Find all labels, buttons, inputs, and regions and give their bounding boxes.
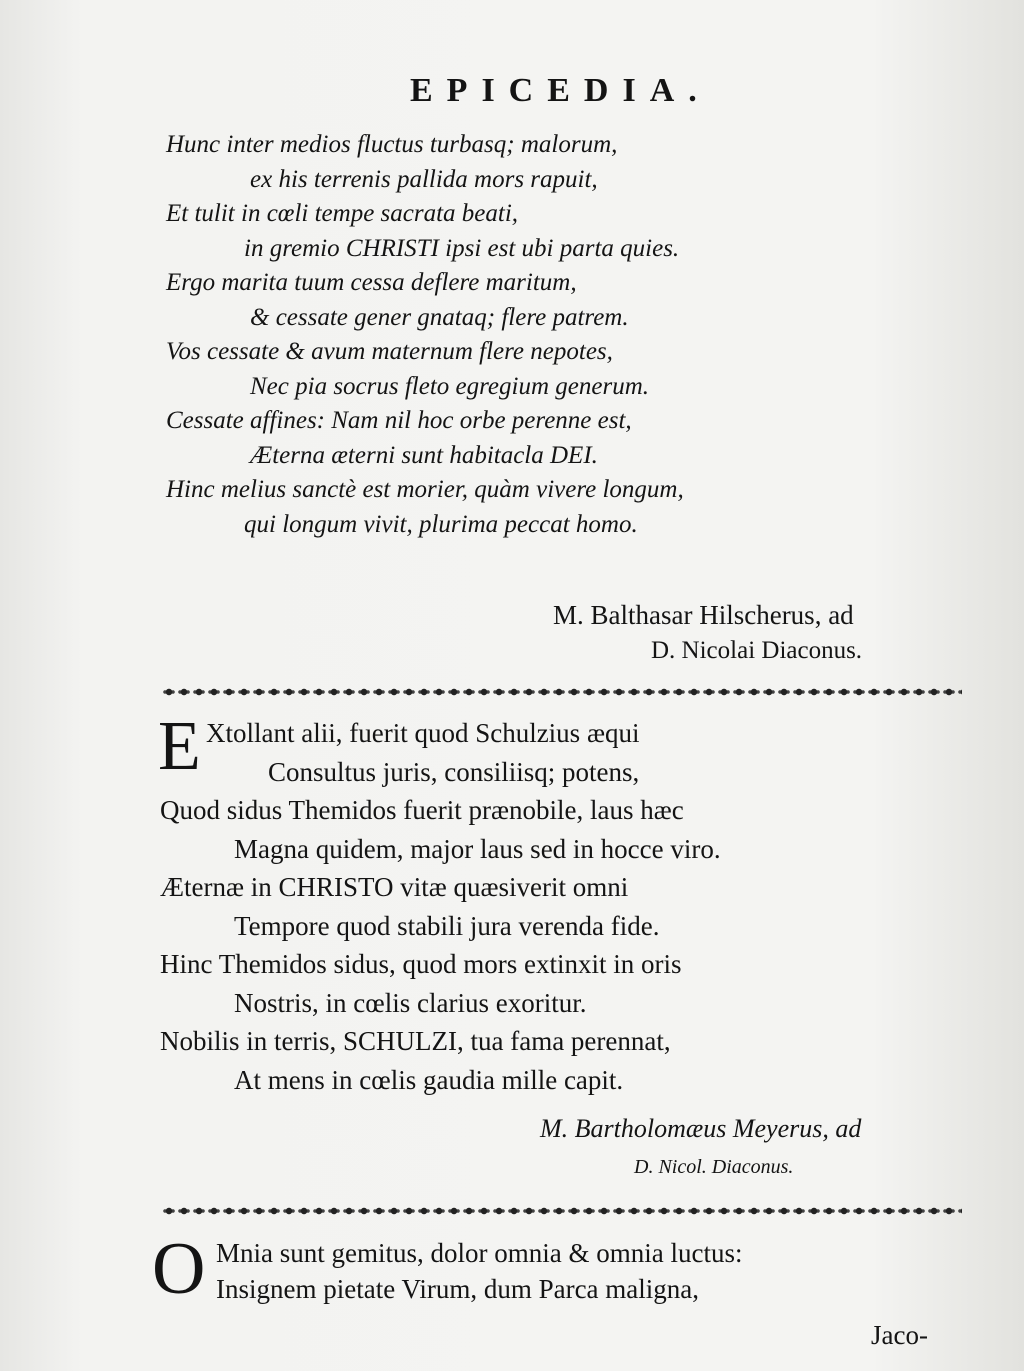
verse-line: Æterna æterni sunt habitacla DEI. <box>250 441 598 469</box>
ornamental-rule <box>162 685 962 699</box>
verse-line: Magna quidem, major laus sed in hocce viro. <box>234 833 721 864</box>
poem-third <box>216 1235 996 1307</box>
verse-line: Nec pia socrus fleto egregium generum. <box>250 372 649 400</box>
drop-cap: O <box>152 1228 206 1310</box>
drop-cap: E <box>158 708 201 785</box>
verse-line: Nobilis in terris, SCHULZI, tua fama perennat, <box>160 1026 671 1056</box>
verse-line: Hinc melius sanctè est morier, quàm vivere longum, <box>166 476 684 503</box>
poem-meyerus <box>158 708 1000 1099</box>
verse-line: Tempore quod stabili jura verenda fide. <box>234 910 660 941</box>
verse-line: Cessate affines: Nam nil hoc orbe perenne est, <box>166 407 632 434</box>
ornamental-rule <box>162 1204 962 1218</box>
verse-line: & cessate gener gnataq; flere patrem. <box>250 303 629 331</box>
verse-line: Consultus juris, consiliisq; potens, <box>268 756 640 787</box>
verse-line: At mens in cœlis gaudia mille capit. <box>234 1064 624 1095</box>
poem-hilscherus <box>166 128 986 542</box>
verse-line: Hinc Themidos sidus, quod mors extinxit in oris <box>160 949 682 979</box>
signature-role: D. Nicolai Diaconus. <box>651 637 863 664</box>
signature-name: M. Balthasar Hilscherus, ad <box>553 600 854 630</box>
signature-name: M. Bartholomæus Meyerus, ad <box>540 1114 862 1143</box>
verse-line: Mnia sunt gemitus, dolor omnia & omnia luctus: <box>216 1238 743 1268</box>
verse-line: Ergo marita tuum cessa deflere maritum, <box>166 269 577 296</box>
verse-line: ex his terrenis pallida mors rapuit, <box>250 165 598 193</box>
verse-line: Insignem pietate Virum, dum Parca maligna, <box>216 1274 700 1304</box>
signature-role: D. Nicol. Diaconus. <box>634 1156 794 1178</box>
verse-line: Nostris, in cœlis clarius exoritur. <box>234 987 587 1018</box>
verse-line: Hunc inter medios fluctus turbasq; malorum, <box>166 131 618 158</box>
verse-line: Xtollant alii, fuerit quod Schulzius æqui <box>206 718 640 748</box>
verse-line: Et tulit in cœli tempe sacrata beati, <box>166 200 519 227</box>
verse-line: Æternæ in CHRISTO vitæ quæsiverit omni <box>160 872 629 902</box>
verse-line: in gremio CHRISTI ipsi est ubi parta quies. <box>244 234 680 262</box>
running-header: EPICEDIA. <box>410 72 711 109</box>
catchword: Jaco- <box>871 1320 928 1350</box>
verse-line: Quod sidus Themidos fuerit prænobile, laus hæc <box>160 795 684 825</box>
verse-line: Vos cessate & avum maternum flere nepotes, <box>166 338 613 365</box>
verse-line: qui longum vivit, plurima peccat homo. <box>244 510 638 538</box>
